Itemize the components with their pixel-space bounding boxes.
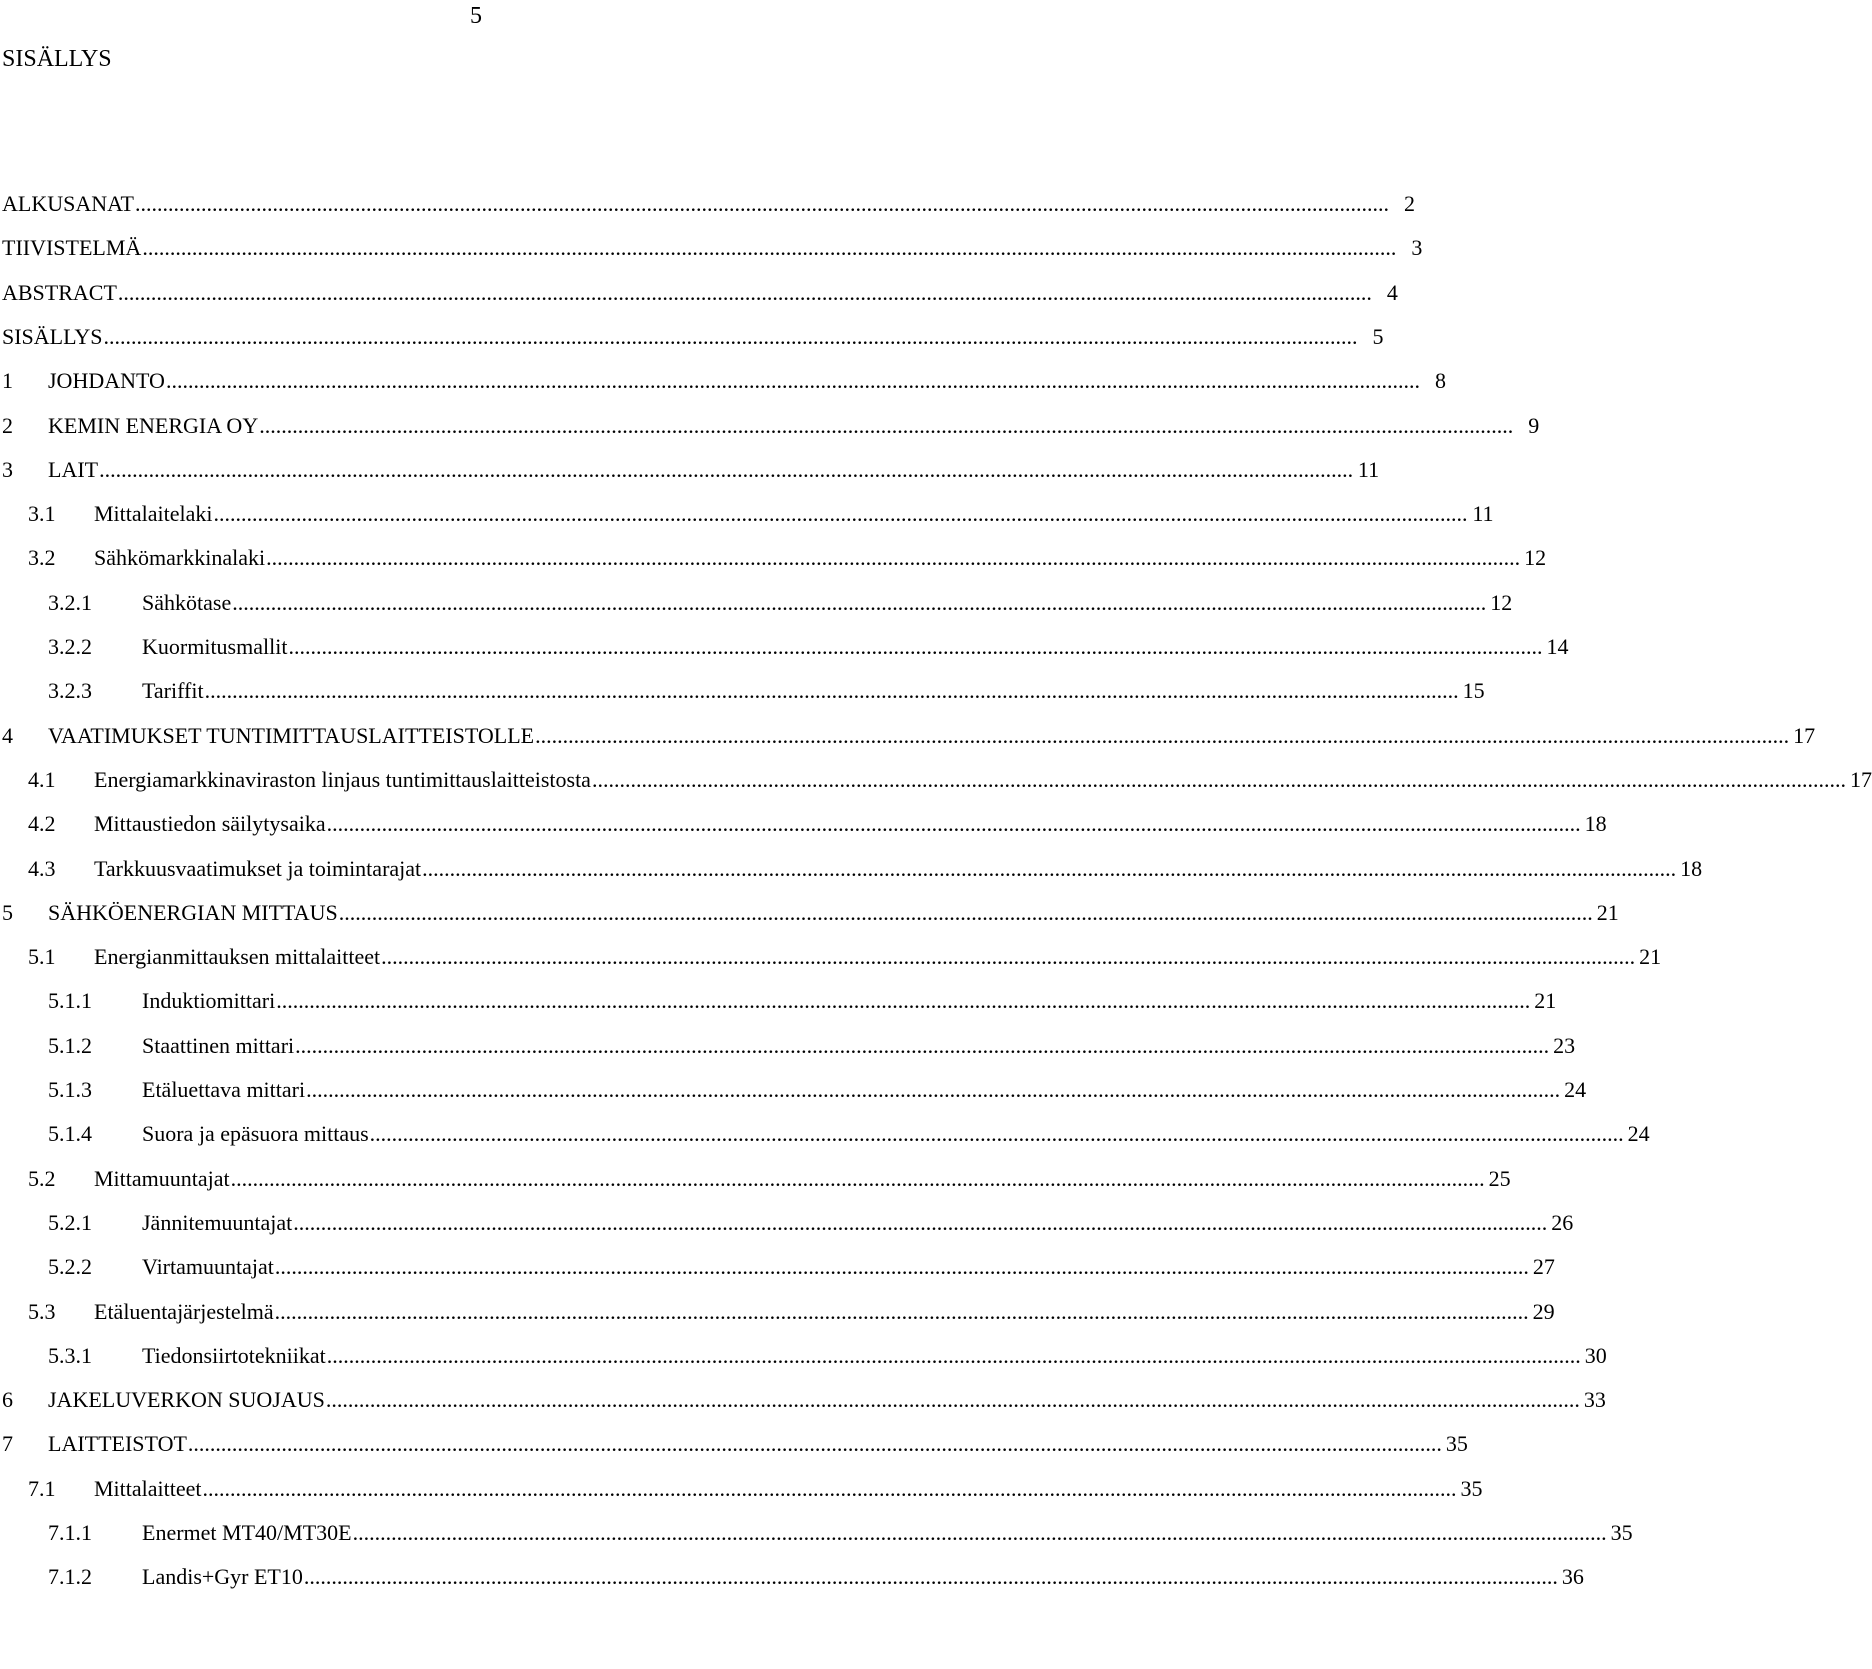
toc-entry-title: Sähkömarkkinalaki (94, 545, 266, 571)
dot-leader (214, 500, 1468, 528)
toc-entry-number: 7.1.2 (48, 1564, 92, 1590)
toc-entry-number: 3.1 (28, 501, 56, 527)
toc-entry-page: 29 (1532, 1298, 1555, 1324)
toc-entry-title: Landis+Gyr ET10 (142, 1564, 303, 1590)
dot-leader (293, 1209, 1547, 1237)
toc-entry[interactable] (0, 985, 1557, 1015)
toc-entry-title: VAATIMUKSET TUNTIMITTAUSLAITTEISTOLLE (48, 722, 535, 748)
toc-entry[interactable] (0, 232, 1423, 262)
dot-leader (353, 1519, 1607, 1547)
toc-entry[interactable] (0, 1296, 1555, 1326)
toc-entry-page: 21 (1596, 899, 1619, 925)
toc-entry-page: 23 (1553, 1032, 1576, 1058)
toc-entry[interactable] (0, 1561, 1584, 1591)
dot-leader (135, 190, 1389, 218)
toc-entry-page: 36 (1561, 1564, 1584, 1590)
toc-entry-title: LAIT (48, 456, 99, 482)
toc-entry[interactable] (0, 1030, 1576, 1060)
toc-entry-title: JOHDANTO (48, 368, 165, 394)
toc-entry[interactable] (0, 631, 1569, 661)
toc-entry-title: LAITTEISTOT (48, 1431, 187, 1457)
toc-entry-number: 4.1 (28, 766, 56, 792)
toc-entry-page: 12 (1490, 589, 1513, 615)
toc-entry-title: Etäluentajärjestelmä (94, 1298, 274, 1324)
toc-entry-title: Tiedonsiirtotekniikat (142, 1342, 326, 1368)
toc-entry[interactable] (0, 498, 1494, 528)
toc-entry-title: Jännitemuuntajat (142, 1209, 293, 1235)
toc-entry[interactable] (0, 1251, 1555, 1281)
toc-entry[interactable] (0, 188, 1415, 218)
toc-entry-number: 5.3.1 (48, 1342, 92, 1368)
toc-entry-page: 25 (1488, 1165, 1511, 1191)
toc-entry-number: 4 (2, 722, 13, 748)
toc-entry[interactable] (0, 1163, 1511, 1193)
toc-entry[interactable] (0, 808, 1607, 838)
toc-entry-title: SÄHKÖENERGIAN MITTAUS (48, 899, 338, 925)
toc-entry-number: 5.1.3 (48, 1077, 92, 1102)
toc-entry[interactable] (0, 1207, 1574, 1237)
dot-leader (232, 589, 1486, 617)
toc-entry-title: Etäluettava mittari (142, 1077, 306, 1102)
toc-entry-number: 5.2 (28, 1165, 56, 1191)
toc-entry-number: 5.1.1 (48, 988, 92, 1014)
toc-entry-title: Enermet MT40/MT30E (142, 1520, 352, 1545)
dot-leader (166, 367, 1420, 395)
dot-leader (306, 1076, 1560, 1104)
toc-entry[interactable] (0, 1074, 1587, 1104)
dot-leader (203, 1475, 1457, 1503)
toc-entry-title: Mittalaitteet (94, 1475, 202, 1501)
toc-entry-title: Mittaustiedon säilytysaika (94, 811, 326, 837)
toc-entry-title: Energianmittauksen mittalaitteet (94, 944, 381, 970)
toc-entry-page: 30 (1584, 1342, 1607, 1368)
toc-entry-number: 5.2.2 (48, 1254, 92, 1280)
dot-leader (188, 1430, 1442, 1458)
toc-entry-title: Mittalaitelaki (94, 501, 213, 527)
toc-entry[interactable] (0, 1384, 1606, 1414)
dot-leader (288, 633, 1542, 661)
dot-leader (326, 1386, 1580, 1414)
toc-entry-page: 5 (1372, 323, 1384, 349)
dot-leader (381, 943, 1635, 971)
page-number: 5 (470, 3, 482, 29)
toc-entry-number: 7.1 (28, 1475, 56, 1501)
toc-entry[interactable] (0, 1340, 1607, 1370)
toc-entry-number: 1 (2, 368, 13, 394)
dot-leader (370, 1120, 1624, 1148)
toc-entry-page: 2 (1404, 191, 1415, 216)
toc-entry-page: 26 (1551, 1209, 1574, 1235)
dot-leader (142, 234, 1396, 262)
toc-entry-number: 3.2.2 (48, 634, 92, 659)
toc-entry-number: 7.1.1 (48, 1520, 92, 1545)
dot-leader (422, 855, 1676, 883)
dot-leader (231, 1165, 1485, 1193)
toc-entry-number: 3 (2, 456, 13, 482)
toc-entry[interactable] (0, 1473, 1483, 1503)
toc-entry-title: ALKUSANAT (2, 191, 134, 216)
toc-entry[interactable] (0, 365, 1446, 395)
toc-entry-page: 9 (1528, 412, 1540, 438)
toc-entry-title: SISÄLLYS (2, 323, 103, 349)
dot-leader (535, 722, 1789, 750)
dot-leader (275, 1298, 1529, 1326)
dot-leader (205, 677, 1459, 705)
toc-entry[interactable] (0, 1517, 1633, 1547)
dot-leader (295, 1032, 1549, 1060)
toc-entry-page: 17 (1849, 766, 1872, 792)
toc-entry-page: 12 (1524, 545, 1547, 571)
toc-entry-title: Sähkötase (142, 589, 232, 615)
toc-entry-title: KEMIN ENERGIA OY (48, 412, 259, 438)
toc-entry[interactable] (0, 321, 1384, 351)
toc-entry-number: 5 (2, 899, 13, 925)
dot-leader (266, 544, 1520, 572)
toc-entry[interactable] (0, 587, 1513, 617)
toc-entry-number: 7 (2, 1431, 13, 1457)
dot-leader (327, 1342, 1581, 1370)
toc-entry-title: Induktiomittari (142, 988, 276, 1014)
toc-entry-page: 35 (1460, 1475, 1483, 1501)
toc-entry-title: Staattinen mittari (142, 1032, 295, 1058)
toc-entry-title: Tarkkuusvaatimukset ja toimintarajat (94, 855, 422, 881)
toc-entry-number: 3.2.1 (48, 589, 92, 615)
toc-entry-number: 5.1.4 (48, 1121, 92, 1147)
toc-entry-number: 3.2.3 (48, 678, 92, 704)
toc-entry-number: 5.1 (28, 944, 56, 970)
toc-entry-page: 15 (1462, 678, 1485, 704)
toc-entry-page: 8 (1434, 368, 1446, 394)
toc-entry[interactable] (0, 941, 1662, 971)
toc-entry-number: 4.2 (28, 811, 56, 837)
toc-entry[interactable] (0, 1428, 1468, 1458)
dot-leader (276, 987, 1530, 1015)
toc-entry-page: 27 (1532, 1254, 1555, 1280)
dot-leader (259, 412, 1513, 440)
toc-heading: SISÄLLYS (2, 46, 112, 72)
toc-entry-title: Suora ja epäsuora mittaus (142, 1121, 369, 1147)
dot-leader (275, 1253, 1529, 1281)
toc-entry-title: Tariffit (142, 678, 204, 704)
toc-entry-title: JAKELUVERKON SUOJAUS (48, 1387, 325, 1413)
toc-entry-page: 14 (1546, 634, 1569, 659)
toc-entry-number: 5.2.1 (48, 1209, 92, 1235)
toc-entry-title: TIIVISTELMÄ (2, 235, 142, 261)
toc-entry-page: 17 (1793, 722, 1816, 748)
toc-entry[interactable] (0, 277, 1398, 307)
toc-entry[interactable] (0, 853, 1703, 883)
toc-entry-number: 4.3 (28, 855, 56, 881)
toc-entry-title: Virtamuuntajat (142, 1254, 274, 1280)
toc-entry-number: 6 (2, 1387, 13, 1413)
toc-entry-page: 21 (1639, 944, 1662, 970)
toc-entry-page: 11 (1357, 456, 1380, 482)
dot-leader (592, 766, 1846, 794)
toc-entry-title: ABSTRACT (2, 279, 117, 305)
toc-entry-page: 21 (1534, 988, 1557, 1014)
toc-entry-page: 11 (1472, 501, 1494, 527)
toc-entry-title: Energiamarkkinaviraston linjaus tuntimittauslaitteistosta (94, 766, 591, 792)
dot-leader (103, 323, 1357, 351)
dot-leader (99, 456, 1353, 484)
dot-leader (304, 1563, 1558, 1591)
toc-entry[interactable] (0, 542, 1547, 572)
toc-entry[interactable] (0, 454, 1380, 484)
toc-entry-page: 18 (1584, 811, 1607, 837)
dot-leader (339, 899, 1593, 927)
toc-entry-page: 3 (1411, 235, 1423, 261)
toc-entry[interactable] (0, 720, 1816, 750)
toc-entry-page: 35 (1610, 1520, 1633, 1545)
toc-entry-page: 4 (1386, 279, 1398, 305)
toc-entry-page: 35 (1445, 1431, 1468, 1457)
toc-entry-page: 24 (1627, 1121, 1650, 1147)
toc-entry-number: 2 (2, 412, 13, 438)
toc-entry-number: 5.3 (28, 1298, 56, 1324)
toc-entry-page: 24 (1564, 1077, 1587, 1102)
toc-entry-title: Kuormitusmallit (142, 634, 288, 659)
toc-entry[interactable] (0, 1118, 1650, 1148)
toc-entry[interactable] (0, 675, 1485, 705)
toc-entry-title: Mittamuuntajat (94, 1165, 230, 1191)
toc-entry-number: 5.1.2 (48, 1032, 92, 1058)
toc-entry[interactable] (0, 410, 1540, 440)
toc-entry[interactable] (0, 897, 1619, 927)
dot-leader (327, 810, 1581, 838)
toc-entry[interactable] (0, 764, 1872, 794)
dot-leader (118, 279, 1372, 307)
toc-entry-page: 33 (1583, 1387, 1606, 1413)
toc-entry-page: 18 (1680, 855, 1703, 881)
toc-entry-number: 3.2 (28, 545, 56, 571)
